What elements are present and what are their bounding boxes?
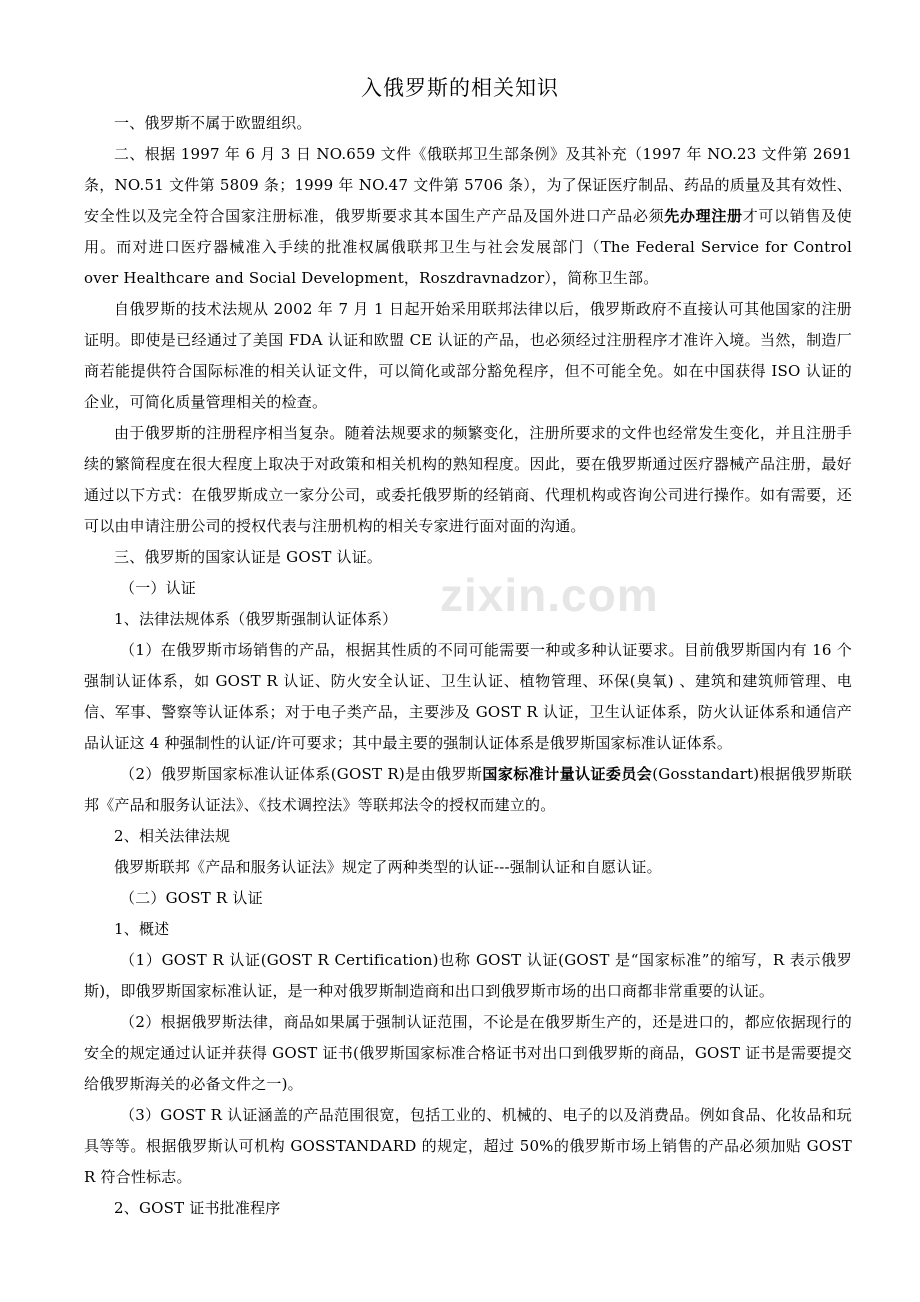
page-title: 入俄罗斯的相关知识 xyxy=(361,76,559,100)
paragraph-13: 1、概述 xyxy=(114,920,170,938)
paragraph-6: （一）认证 xyxy=(120,579,197,597)
paragraph-5: 三、俄罗斯的国家认证是 GOST 认证。 xyxy=(114,548,383,566)
paragraph-12: （二）GOST R 认证 xyxy=(120,889,263,907)
watermark: zixin.com xyxy=(440,569,659,621)
paragraph-2 xyxy=(84,139,852,294)
paragraph-11: 俄罗斯联邦《产品和服务认证法》规定了两种类型的认证---强制认证和自愿认证。 xyxy=(114,858,662,876)
paragraph-9 xyxy=(84,759,852,821)
paragraph-9-text-a: （2）俄罗斯国家标准认证体系(GOST R)是由俄罗斯 xyxy=(120,765,483,783)
paragraph-7: 1、法律法规体系（俄罗斯强制认证体系） xyxy=(114,610,398,628)
paragraph-9-text-b: (Gosstandart)根据俄罗斯联邦《产品和服务认证法》、《技术调控法》等联邦法令的授权而建立的。 xyxy=(84,765,852,814)
paragraph-8: （1）在俄罗斯市场销售的产品，根据其性质的不同可能需要一种或多种认证要求。目前俄罗斯国内有 16 个强制认证体系，如 GOST R 认证、防火安全认证、卫生认证、植物管理、环保(臭氧) 、建筑和建筑师管理、电信、军事、警察等认证体系；对于电子类产品，主要涉及 GOST R 认证，卫生认证体系，防火认证体系和通信产品认证这 4 种强制性的认证/许可要求；其中最主要的强制认证体系是俄罗斯国家标准认证体系。 xyxy=(84,641,852,752)
paragraph-4: 由于俄罗斯的注册程序相当复杂。随着法规要求的频繁变化，注册所要求的文件也经常发生变化，并且注册手续的繁简程度在很大程度上取决于对政策和相关机构的熟知程度。因此，要在俄罗斯通过医疗器械产品注册，最好通过以下方式：在俄罗斯成立一家分公司，或委托俄罗斯的经销商、代理机构或咨询公司进行操作。如有需要，还可以由申请注册公司的授权代表与注册机构的相关专家进行面对面的沟通。 xyxy=(84,424,852,535)
document-body xyxy=(84,108,852,1224)
paragraph-16: （3）GOST R 认证涵盖的产品范围很宽，包括工业的、机械的、电子的以及消费品。例如食品、化妆品和玩具等等。根据俄罗斯认可机构 GOSSTANDARD 的规定，超过 50%的俄罗斯市场上销售的产品必须加贴 GOST R 符合性标志。 xyxy=(84,1106,852,1186)
paragraph-2-text-a: 二、根据 1997 年 6 月 3 日 NO.659 文件《俄联邦卫生部条例》及其补充（1997 年 NO.23 文件第 2691 条，NO.51 文件第 5809 条；1999 年 NO.47 文件第 5706 条），为了保证医疗制品、药品的质量及其有效性、安全性以及完全符合国家注册标准，俄罗斯要求其本国生产产品及国外进口产品必须 xyxy=(84,145,852,225)
paragraph-1: 一、俄罗斯不属于欧盟组织。 xyxy=(114,114,312,132)
paragraph-2-bold: 先办理注册 xyxy=(664,207,743,225)
paragraph-9-bold: 国家标准计量认证委员会 xyxy=(482,765,653,783)
paragraph-3: 自俄罗斯的技术法规从 2002 年 7 月 1 日起开始采用联邦法律以后，俄罗斯政府不直接认可其他国家的注册证明。即使是已经通过了美国 FDA 认证和欧盟 CE 认证的产品，也必须经过注册程序才准许入境。当然，制造厂商若能提供符合国际标准的相关认证文件，可以简化或部分豁免程序，但不可能全免。如在中国获得 ISO 认证的企业，可简化质量管理相关的检查。 xyxy=(84,300,852,411)
paragraph-2-text-b: 才可以销售及使用。而对进口医疗器械准入手续的批准权属俄联邦卫生与社会发展部门（The Federal Service for Control over Healthcare and Social Development，Roszdravnadzor），简称卫生部。 xyxy=(84,207,852,287)
paragraph-15: （2）根据俄罗斯法律，商品如果属于强制认证范围，不论是在俄罗斯生产的，还是进口的，都应依据现行的安全的规定通过认证并获得 GOST 证书(俄罗斯国家标准合格证书对出口到俄罗斯的商品，GOST 证书是需要提交给俄罗斯海关的必备文件之一)。 xyxy=(84,1013,852,1093)
paragraph-14: （1）GOST R 认证(GOST R Certification)也称 GOST 认证(GOST 是“国家标准”的缩写，R 表示俄罗斯)，即俄罗斯国家标准认证，是一种对俄罗斯制造商和出口到俄罗斯市场的出口商都非常重要的认证。 xyxy=(84,951,852,1000)
paragraph-17: 2、GOST 证书批准程序 xyxy=(114,1199,281,1217)
paragraph-10: 2、相关法律法规 xyxy=(114,827,231,845)
